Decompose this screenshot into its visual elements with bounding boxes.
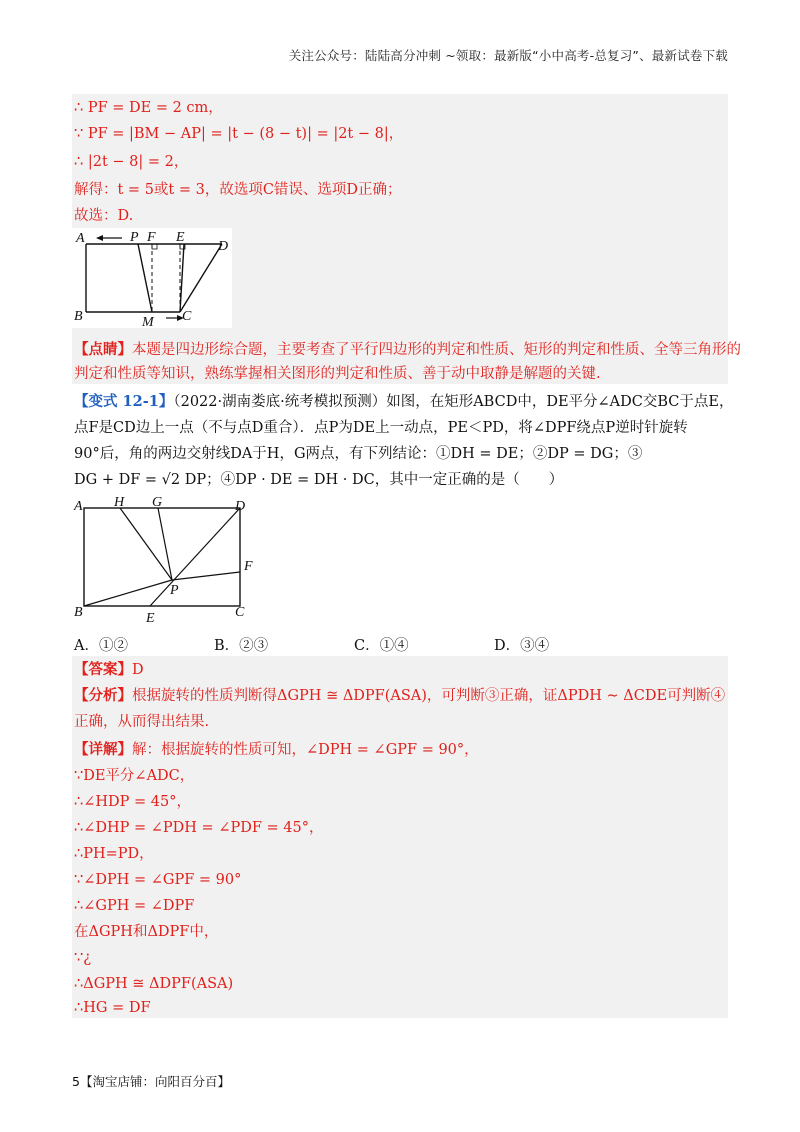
answer-tag: 【答案】 bbox=[74, 661, 132, 678]
solution-line-5: 故选：D. bbox=[74, 208, 134, 224]
dianjing-line-2: 判定和性质等知识，熟练掌握相关图形的判定和性质、善于动中取静是解题的关键. bbox=[74, 366, 601, 382]
dianjing-line-1 bbox=[74, 340, 741, 360]
fig1-label-F: F bbox=[147, 230, 156, 245]
fig2-label-H: H bbox=[114, 496, 125, 510]
solution-line-1: ∴ PF = DE = 2 cm， bbox=[74, 100, 223, 116]
detail-line-7: ∴∠GPH = ∠DPF bbox=[74, 898, 195, 914]
option-b[interactable]: B．②③ bbox=[214, 638, 269, 654]
variant-line-4: DG + DF = √2 DP；④DP · DE = DH · DC，其中一定正确的是（ ） bbox=[74, 472, 564, 488]
solution-line-4: 解得：t = 5或t = 3，故选项C错误、选项D正确； bbox=[74, 182, 402, 198]
fig2-label-P: P bbox=[170, 583, 179, 598]
variant-line-2: 点F是CD边上一点（不与点D重合）．点P为DE上一动点，PE＜PD，将∠DPF绕点P逆时针旋转 bbox=[74, 420, 688, 436]
detail-line-9: ∵¿ bbox=[74, 950, 91, 966]
detail-line-8: 在ΔGPH和ΔDPF中， bbox=[74, 924, 219, 940]
page-footer: 5【淘宝店铺：向阳百分百】 bbox=[72, 1074, 230, 1089]
fig2-label-D: D bbox=[235, 499, 246, 514]
option-d[interactable]: D．③④ bbox=[494, 638, 550, 654]
fig2-label-C: C bbox=[235, 605, 245, 620]
figure-trapezoid bbox=[72, 228, 232, 328]
dianjing-text-1: 本题是四边形综合题，主要考查了平行四边形的判定和性质、矩形的判定和性质、全等三角形的 bbox=[132, 342, 741, 358]
detail-line-1 bbox=[74, 740, 479, 760]
fig2-label-A: A bbox=[74, 499, 83, 514]
analysis-line-1 bbox=[74, 686, 725, 706]
figure-rectangle bbox=[72, 496, 272, 626]
solution-line-3: ∴ |2t − 8| = 2， bbox=[74, 154, 189, 170]
detail-tag: 【详解】 bbox=[74, 741, 132, 758]
fig1-label-A: A bbox=[76, 231, 85, 246]
dianjing-tag: 【点睛】 bbox=[74, 341, 132, 358]
option-c[interactable]: C．①④ bbox=[354, 638, 409, 654]
detail-line-4: ∴∠DHP = ∠PDH = ∠PDF = 45°， bbox=[74, 820, 324, 836]
answer-line bbox=[74, 660, 144, 680]
variant-text-1: （2022·湖南娄底·统考模拟预测）如图，在矩形ABCD中，DE平分∠ADC交BC于点E， bbox=[173, 394, 734, 410]
fig1-label-M: M bbox=[142, 315, 154, 328]
fig1-label-D: D bbox=[218, 239, 229, 254]
answer-value: D bbox=[132, 662, 144, 678]
solution-line-2: ∵ PF = |BM − AP| = |t − (8 − t)| = |2t − 8|， bbox=[74, 126, 404, 142]
option-a[interactable]: A．①② bbox=[74, 638, 128, 654]
variant-tag: 【变式 12-1】 bbox=[74, 393, 174, 410]
fig1-label-C: C bbox=[182, 309, 192, 324]
fig1-label-P: P bbox=[130, 230, 139, 245]
fig2-label-E: E bbox=[146, 611, 155, 626]
detail-line-6: ∵∠DPH = ∠GPF = 90° bbox=[74, 872, 242, 888]
detail-line-3: ∴∠HDP = 45°， bbox=[74, 794, 191, 810]
fig1-label-E: E bbox=[176, 230, 185, 245]
analysis-text-1: 根据旋转的性质判断得ΔGPH ≅ ΔDPF(ASA)，可判断③正确，证ΔPDH ∼ ΔCDE可判断④ bbox=[132, 688, 726, 704]
detail-line-2: ∵DE平分∠ADC， bbox=[74, 768, 195, 784]
page-header: 关注公众号：陆陆高分冲刺 ~领取：最新版“小中高考-总复习”、最新试卷下载 bbox=[288, 48, 728, 63]
detail-line-5: ∴PH=PD， bbox=[74, 846, 154, 862]
detail-line-11: ∴HG = DF bbox=[74, 1000, 151, 1016]
detail-text-1: 解：根据旋转的性质可知，∠DPH = ∠GPF = 90°， bbox=[132, 742, 479, 758]
fig2-label-F: F bbox=[244, 559, 253, 574]
fig1-label-B: B bbox=[74, 309, 83, 324]
variant-line-1 bbox=[74, 392, 733, 412]
analysis-line-2: 正确，从而得出结果. bbox=[74, 714, 210, 730]
fig2-label-B: B bbox=[74, 605, 83, 620]
fig2-label-G: G bbox=[152, 496, 163, 510]
analysis-tag: 【分析】 bbox=[74, 687, 132, 704]
detail-line-10: ∴ΔGPH ≅ ΔDPF(ASA) bbox=[74, 976, 234, 992]
variant-line-3: 90°后，角的两边交射线DA于H，G两点，有下列结论：①DH = DE；②DP = DG；③ bbox=[74, 446, 643, 462]
